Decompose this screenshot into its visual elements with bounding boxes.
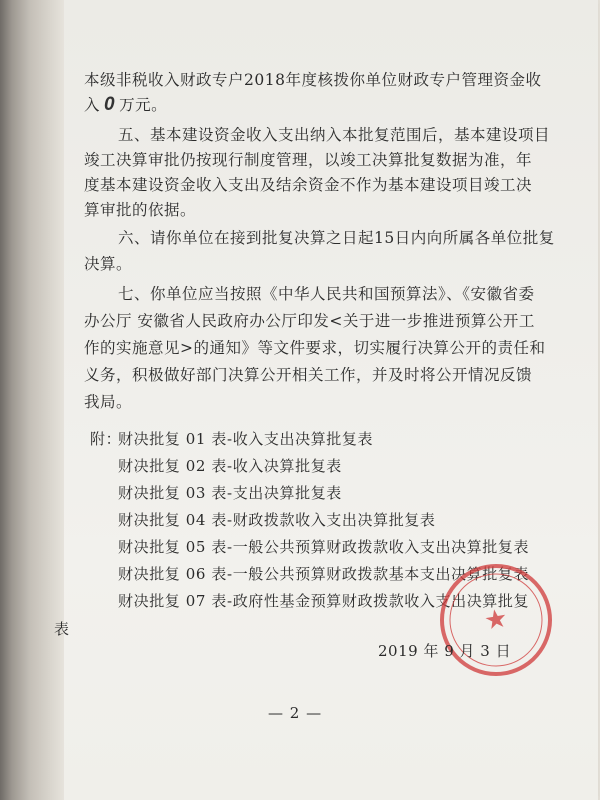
attachment-item: 财决批复 04 表-财政拨款收入支出决算批复表 xyxy=(118,511,436,529)
section-7-line: 作的实施意见>的通知》等文件要求，切实履行决算公开的责任和 xyxy=(84,339,546,357)
document-page xyxy=(54,0,600,800)
attachments-label: 附： xyxy=(90,430,122,448)
section-7-line: 义务，积极做好部门决算公开相关工作，并及时将公开情况反馈 xyxy=(84,366,533,384)
section-7-line: 我局。 xyxy=(84,393,133,411)
official-seal-icon xyxy=(426,550,565,689)
attachment-item: 财决批复 05 表-一般公共预算财政拨款收入支出决算批复表 xyxy=(118,538,530,556)
svg-text:★: ★ xyxy=(481,603,511,637)
handwritten-amount: 0 xyxy=(104,94,116,115)
section-6-line: 决算。 xyxy=(84,255,133,273)
attachment-item: 财决批复 06 表-一般公共预算财政拨款基本支出决算批复表 xyxy=(118,565,530,583)
section-7-line: 七、你单位应当按照《中华人民共和国预算法》、《安徽省委 xyxy=(118,285,535,303)
attachment-item-tail: 表 xyxy=(54,620,70,638)
attachment-item: 财决批复 02 表-收入决算批复表 xyxy=(118,457,342,475)
section-5-line: 五、基本建设资金收入支出纳入本批复范围后，基本建设项目 xyxy=(118,126,551,144)
binding-edge xyxy=(0,0,64,800)
text-line: 本级非税收入财政专户2018年度核拨你单位财政专户管理资金收 xyxy=(84,71,542,89)
document-date: 2019 年 9 月 3 日 xyxy=(378,642,512,660)
text-fragment: 入 xyxy=(84,96,101,114)
section-7-line: 办公厅 安徽省人民政府办公厅印发<关于进一步推进预算公开工 xyxy=(84,312,535,330)
section-6-line: 六、请你单位在接到批复决算之日起15日内向所属各单位批复 xyxy=(118,229,555,247)
attachment-item: 财决批复 07 表-政府性基金预算财政拨款收入支出决算批复 xyxy=(118,592,530,610)
text-line xyxy=(84,93,167,116)
text-fragment: 万元。 xyxy=(119,96,168,114)
section-5-line: 度基本建设资金收入支出及结余资金不作为基本建设项目竣工决 xyxy=(84,176,533,194)
attachment-item: 财决批复 03 表-支出决算批复表 xyxy=(118,484,342,502)
page-number: — 2 — xyxy=(268,704,323,722)
section-5-line: 竣工决算审批仍按现行制度管理，以竣工决算批复数据为准，年 xyxy=(84,151,533,169)
section-5-line: 算审批的依据。 xyxy=(84,201,197,219)
attachment-item: 财决批复 01 表-收入支出决算批复表 xyxy=(118,430,374,448)
